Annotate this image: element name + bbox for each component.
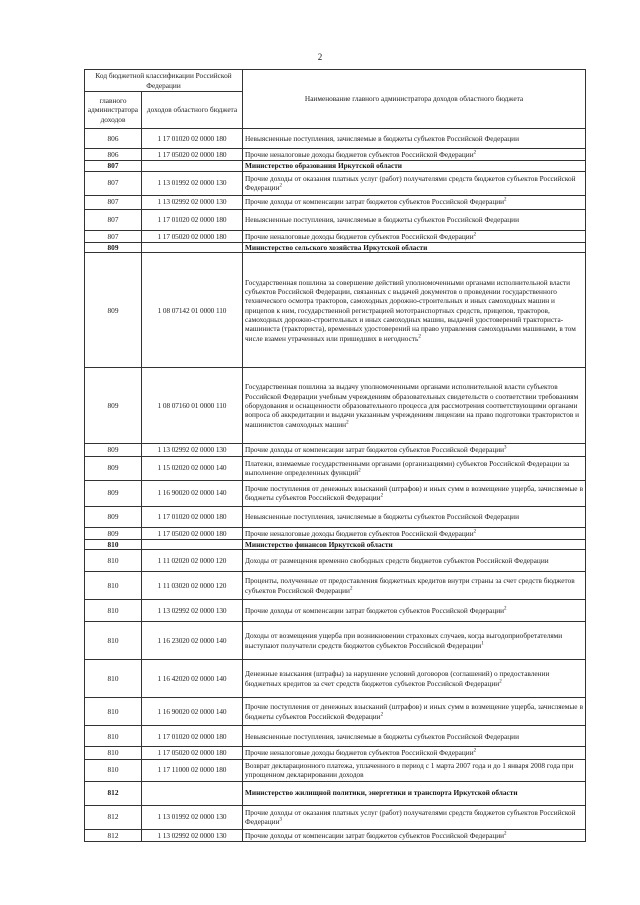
income-name-text: Государственная пошлина за совершение действий уполномоченными органами исполнительной власти субъектов Российской Федерации, связанных с выдачей документов о проведении государственного технического осмотра тракторов, самоходных дорожно-строительных и иных самоходных машин и прицепов к ним, государственной регистрацией мототранспортных средств, прицепов, тракторов, самоходных дорожно-строительных и иных самоходных машин, выдачей удостоверений тракториста-машиниста (тракториста), временных удостоверений на право управления самоходными машинами, в том числе взамен утраченных или пришедших в негодность	[245, 277, 576, 343]
income-name-text: Денежные взыскания (штрафы) за нарушение условий договоров (соглашений) о предоставлении бюджетных кредитов за счет средств бюджетов субъектов Российской Федерации	[245, 669, 550, 688]
income-code-cell: 1 17 05020 02 0000 180	[142, 230, 243, 242]
income-name-text: Прочие поступления от денежных взысканий (штрафов) и иных сумм в возмещение ущерба, зачисляемые в бюджеты субъектов Российской Федерации	[245, 702, 584, 721]
income-name-text: Платежи, взимаемые государственными органами (организациями) субъектов Российской Федерации за выполнение определенных функций	[245, 458, 570, 478]
income-name-cell	[243, 480, 586, 506]
table-body	[85, 129, 586, 842]
admin-code-cell: 809	[85, 480, 142, 506]
admin-code-cell: 810	[85, 622, 142, 660]
income-name-text: Министерство жилищной политики, энергетики и транспорта Иркутской области	[245, 788, 518, 798]
footnote-mark: 2	[346, 420, 349, 426]
table-row	[85, 622, 586, 660]
income-code-cell: 1 13 02992 02 0000 130	[142, 600, 243, 622]
footnote-mark: 2	[380, 712, 384, 718]
footnote-mark: 2	[504, 606, 507, 612]
income-name-text: Прочие доходы от компенсации затрат бюджетов субъектов Российской Федерации	[245, 445, 505, 455]
income-code-cell: 1 13 02992 02 0000 130	[142, 195, 243, 209]
admin-code-cell: 807	[85, 209, 142, 230]
admin-code-cell: 809	[85, 368, 142, 444]
admin-code-cell: 809	[85, 527, 142, 539]
income-name-text: Прочие доходы от компенсации затрат бюджетов субъектов Российской Федерации	[245, 197, 505, 207]
table-row	[85, 600, 586, 622]
income-name-cell	[243, 829, 586, 841]
section-row	[85, 242, 586, 252]
footnote-mark: 2	[349, 586, 353, 592]
table-row	[85, 230, 586, 242]
income-code-cell: 1 17 01020 02 0000 180	[142, 209, 243, 230]
income-code-cell: 1 13 01992 02 0000 130	[142, 805, 243, 829]
income-name-cell	[243, 456, 586, 480]
table-row	[85, 747, 586, 759]
income-name-cell	[243, 698, 586, 726]
admin-code-cell: 806	[85, 129, 142, 149]
income-code-cell	[142, 242, 243, 252]
footnote-mark: 2	[473, 529, 477, 535]
footnote-mark: 2	[358, 468, 361, 474]
income-name-cell	[243, 506, 586, 527]
footnote-mark: 2	[473, 232, 477, 238]
table-row	[85, 456, 586, 480]
admin-code-cell: 809	[85, 253, 142, 368]
section-row	[85, 539, 586, 549]
table-row	[85, 829, 586, 841]
admin-code-cell: 810	[85, 539, 142, 549]
admin-code-cell: 809	[85, 456, 142, 480]
admin-code-cell: 809	[85, 242, 142, 252]
income-code-cell: 1 17 05020 02 0000 180	[142, 527, 243, 539]
income-name-cell	[243, 805, 586, 829]
income-name-text: Прочие поступления от денежных взысканий (штрафов) и иных сумм в возмещение ущерба, зачисляемые в бюджеты субъектов Российской Федерации	[245, 483, 584, 503]
income-code-cell: 1 13 01992 02 0000 130	[142, 171, 243, 195]
admin-code-cell: 810	[85, 572, 142, 600]
income-name-text: Невыясненные поступления, зачисляемые в бюджеты субъектов Российской Федерации	[245, 133, 519, 143]
footnote-mark: 1	[481, 641, 484, 647]
income-name-cell	[243, 600, 586, 622]
section-title-cell	[243, 781, 586, 805]
income-name-text: Доходы от размещения временно свободных средств бюджетов субъектов Российской Федерации	[245, 556, 549, 566]
income-code-cell: 1 16 42020 02 0000 140	[142, 660, 243, 698]
header-col-income: доходов областного бюджета	[142, 92, 243, 129]
footnote-mark: 2	[504, 198, 507, 204]
income-code-cell: 1 17 05020 02 0000 180	[142, 747, 243, 759]
income-name-cell	[243, 660, 586, 698]
income-name-cell	[243, 209, 586, 230]
income-name-cell	[243, 759, 586, 781]
admin-code-cell: 810	[85, 600, 142, 622]
income-name-text: Министерство сельского хозяйства Иркутской области	[245, 242, 428, 252]
income-name-text: Прочие доходы от компенсации затрат бюджетов субъектов Российской Федерации	[245, 830, 505, 840]
income-code-cell: 1 17 01020 02 0000 180	[142, 506, 243, 527]
income-code-cell: 1 13 02992 02 0000 130	[142, 444, 243, 456]
table-row	[85, 171, 586, 195]
income-code-cell: 1 16 23020 02 0000 140	[142, 622, 243, 660]
table-row	[85, 805, 586, 829]
table-row	[85, 129, 586, 149]
income-code-cell: 1 17 01020 02 0000 180	[142, 726, 243, 747]
income-name-text: Невыясненные поступления, зачисляемые в бюджеты субъектов Российской Федерации	[245, 511, 519, 521]
income-name-text: Министерство финансов Иркутской области	[245, 539, 393, 549]
admin-code-cell: 810	[85, 747, 142, 759]
header-col-admin: главного администратора доходов	[85, 92, 142, 129]
income-name-cell	[243, 572, 586, 600]
footnote-mark: 2	[499, 679, 502, 685]
admin-code-cell: 810	[85, 759, 142, 781]
admin-code-cell: 809	[85, 506, 142, 527]
table-row	[85, 550, 586, 572]
income-name-text: Прочие доходы от оказания платных услуг (работ) получателями средств бюджетов субъектов Российской Федерации	[245, 807, 576, 827]
footnote-mark: 3	[504, 445, 507, 451]
income-code-cell: 1 16 90020 02 0000 140	[142, 698, 243, 726]
admin-code-cell: 810	[85, 698, 142, 726]
income-name-text: Проценты, полученные от предоставления бюджетных кредитов внутри страны за счет средств бюджетов субъектов Российской Федерации	[245, 576, 575, 595]
income-name-text: Прочие неналоговые доходы бюджетов субъектов Российской Федерации	[245, 150, 474, 159]
income-name-cell	[243, 195, 586, 209]
budget-classification-table	[84, 69, 586, 842]
header-group-title: Код бюджетной классификации Российской Федерации	[85, 70, 243, 92]
income-name-cell	[243, 368, 586, 444]
table-row	[85, 368, 586, 444]
income-code-cell: 1 17 05020 02 0000 180	[142, 149, 243, 161]
income-code-cell	[142, 539, 243, 549]
income-code-cell: 1 16 90020 02 0000 140	[142, 480, 243, 506]
admin-code-cell: 810	[85, 550, 142, 572]
income-name-text: Невыясненные поступления, зачисляемые в бюджеты субъектов Российской Федерации	[245, 214, 519, 224]
table-row	[85, 253, 586, 368]
section-title-cell	[243, 242, 586, 252]
income-name-cell	[243, 129, 586, 149]
footnote-mark: 3	[279, 817, 282, 823]
income-name-cell	[243, 444, 586, 456]
table-header	[85, 70, 586, 129]
header-col-name: Наименование главного администратора доходов областного бюджета	[243, 70, 586, 129]
admin-code-cell: 812	[85, 805, 142, 829]
income-code-cell: 1 17 01020 02 0000 180	[142, 129, 243, 149]
income-name-cell	[243, 622, 586, 660]
admin-code-cell: 810	[85, 726, 142, 747]
income-name-text: Прочие неналоговые доходы бюджетов субъектов Российской Федерации	[245, 748, 474, 758]
income-name-cell	[243, 527, 586, 539]
footnote-mark: 2	[473, 150, 477, 156]
admin-code-cell: 807	[85, 230, 142, 242]
footnote-mark: 2	[473, 748, 477, 754]
income-code-cell: 1 13 02992 02 0000 130	[142, 829, 243, 841]
footnote-mark: 2	[380, 493, 384, 499]
section-title-cell	[243, 161, 586, 171]
income-code-cell: 1 11 02020 02 0000 120	[142, 550, 243, 572]
income-name-text: Прочие неналоговые доходы бюджетов субъектов Российской Федерации	[245, 231, 474, 241]
admin-code-cell: 807	[85, 171, 142, 195]
footnote-mark: 2	[418, 334, 421, 340]
admin-code-cell: 812	[85, 781, 142, 805]
table-row	[85, 759, 586, 781]
section-row	[85, 781, 586, 805]
income-code-cell	[142, 781, 243, 805]
income-name-cell	[243, 230, 586, 242]
income-name-text: Доходы от возмещения ущерба при возникновении страховых случаев, когда выгодоприобретателями выступают получатели средств бюджетов субъектов Российской Федерации	[245, 631, 563, 650]
income-name-cell	[243, 149, 586, 161]
section-title-cell	[243, 539, 586, 549]
table-row	[85, 698, 586, 726]
table-row	[85, 480, 586, 506]
table-row	[85, 149, 586, 161]
page-number: 2	[317, 52, 323, 62]
income-name-text: Возврат декларационного платежа, уплаченного в период с 1 марта 2007 года и до 1 января 2008 года при упрощенном декларировании доходов	[245, 760, 574, 780]
table-row	[85, 660, 586, 698]
table-row	[85, 195, 586, 209]
admin-code-cell: 812	[85, 829, 142, 841]
footnote-mark: 2	[504, 831, 507, 837]
income-code-cell	[142, 161, 243, 171]
income-name-cell	[243, 550, 586, 572]
income-code-cell: 1 08 07160 01 0000 110	[142, 368, 243, 444]
table-row	[85, 506, 586, 527]
income-name-text: Прочие доходы от компенсации затрат бюджетов субъектов Российской Федерации	[245, 606, 505, 616]
income-name-cell	[243, 726, 586, 747]
income-name-text: Государственная пошлина за выдачу уполномоченными органами исполнительной власти субъектов Российской Федерации учебным учреждениям образовательных свидетельств о соответствии требованиям оборудования и оснащенности образовательного процесса для рассмотрения соответствующими органами вопроса об аккредитации и выдачи указанным учреждениям лицензии на право подготовки трактористов и машинистов самоходных машин	[245, 382, 580, 429]
income-code-cell: 1 11 03020 02 0000 120	[142, 572, 243, 600]
admin-code-cell: 810	[85, 660, 142, 698]
income-code-cell: 1 17 11000 02 0000 180	[142, 759, 243, 781]
income-name-text: Невыясненные поступления, зачисляемые в бюджеты субъектов Российской Федерации	[245, 731, 519, 741]
table-row	[85, 572, 586, 600]
income-name-cell	[243, 747, 586, 759]
admin-code-cell: 806	[85, 149, 142, 161]
income-name-cell	[243, 171, 586, 195]
section-row	[85, 161, 586, 171]
admin-code-cell: 809	[85, 444, 142, 456]
footnote-mark: 2	[279, 183, 282, 189]
income-code-cell: 1 15 02020 02 0000 140	[142, 456, 243, 480]
table-row	[85, 726, 586, 747]
table-row	[85, 209, 586, 230]
admin-code-cell: 807	[85, 161, 142, 171]
table-row	[85, 444, 586, 456]
table-row	[85, 527, 586, 539]
income-name-cell	[243, 253, 586, 368]
admin-code-cell: 807	[85, 195, 142, 209]
income-code-cell: 1 08 07142 01 0000 110	[142, 253, 243, 368]
income-name-text: Прочие доходы от оказания платных услуг (работ) получателями средств бюджетов субъектов Российской Федерации	[245, 173, 576, 193]
income-name-text: Прочие неналоговые доходы бюджетов субъектов Российской Федерации	[245, 528, 474, 538]
income-name-text: Министерство образования Иркутской области	[245, 161, 403, 171]
